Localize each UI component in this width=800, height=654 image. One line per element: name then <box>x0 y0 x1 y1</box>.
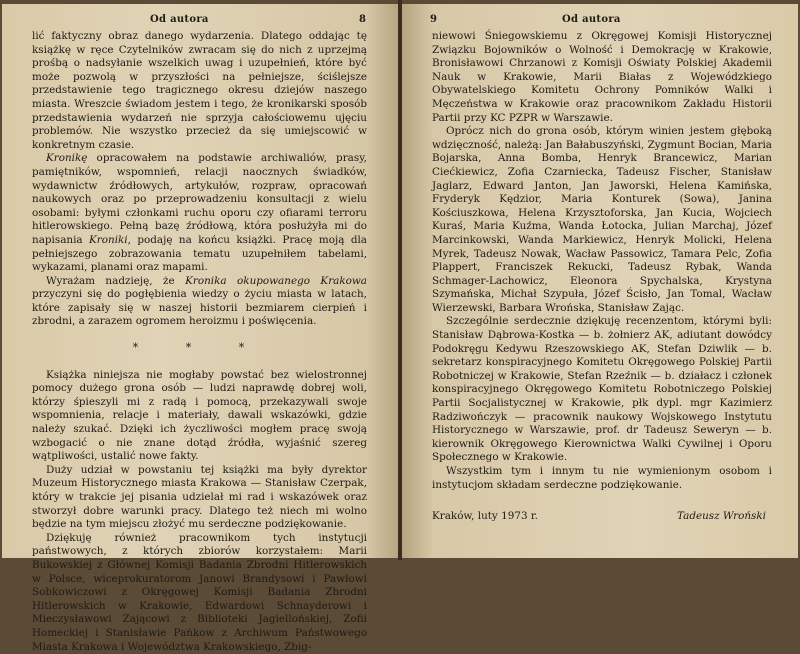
author-name: Tadeusz Wroński <box>677 510 766 523</box>
section-separator: * * * <box>132 341 267 355</box>
paragraph-text: opracowałem na podstawie archiwaliów, prasy, pamiętników, wspomnień, relacji naocznych świadków, wydawnictw źródłowych, artykułów, rozpraw, opracowań naukowych oraz po przeprowadzeniu konsultacji z wielu osobami: byłymi członkami ruchu oporu czy ofiarami terroru hitlerowskiego. Pełną bazę źródłową, która posłużyła mi do napisania <box>32 152 367 246</box>
paragraph: niewowi Śniegowskiemu z Okręgowej Komisji Historycznej Związku Bojowników o Wolność i Demokrację w Krakowie, Bronisławowi Chrzanowi z Komisji Oświaty Polskiej Akademii Nauk w Krakowie, Marii Białas z Wojewódzkiego Obywatelskiego Komitetu Ochrony Pomników Walki i Męczeństwa w Krakowie oraz pracownikom Zakładu Historii Partii przy KC PZPR w Warszawie. <box>432 30 772 124</box>
running-header-left: Od autora <box>150 14 209 25</box>
page-number-right: 9 <box>430 14 438 25</box>
left-page-body <box>32 30 367 654</box>
paragraph-text: Wyrażam nadzieję, że <box>46 274 186 287</box>
right-page-body <box>432 30 772 524</box>
running-header-right: Od autora <box>562 14 621 25</box>
signature-line <box>432 510 772 524</box>
place-date: Kraków, luty 1973 r. <box>432 510 538 523</box>
right-page <box>402 4 798 558</box>
paragraph <box>32 152 367 274</box>
paragraph: Książka niniejsza nie mogłaby powstać bez wielostronnej pomocy dużego grona osób — ludzi naprawdę dobrej woli, którzy śpieszyli mi z radą i pomocą, przekazywali swoje wspomnienia, relacje i materiały, dawali wskazówki, gdzie należy szukać. Dzięki ich życzliwości mogłem pracę swoją wzbogacić o nie znane dotąd źródła, wyjaśnić szereg wątpliwości, ustalić nowe fakty. <box>32 368 367 463</box>
left-page <box>2 4 398 653</box>
paragraph: Szczególnie serdecznie dziękuję recenzentom, którymi byli: Stanisław Dąbrowa-Kostka — b. żołnierz AK, adiutant dowódcy Podokręgu Kedywu Rzeszowskiego AK, Stefan Dziwlik — b. sekretarz konspiracyjnego Komitetu Okręgowego Polskiej Partii Robotniczej w Krakowie, Stefan Rzeźnik — b. działacz i członek konspiracyjnego Okręgowego Komitetu Robotniczego Polskiej Partii Socjalistycznej w Krakowie, płk dypl. mgr Kazimierz Radziwończyk — pracownik naukowy Wojskowego Instytutu Historycznego w Warszawie, prof. dr Tadeusz Seweryn — b. kierownik Okręgowego Kierownictwa Walki Cywilnej i Oporu Społecznego w Krakowie. <box>432 315 772 464</box>
paragraph-text: przyczyni się do pogłębienia wiedzy o życiu miasta w latach, które zapisały się w naszej historii bezmiarem cierpień i zbrodni, a zarazem ogromem heroizmu i poświęcenia. <box>32 288 367 328</box>
paragraph: Dziękuję również pracownikom tych instytucji państwowych, z których zbiorów korzystałem: Marii Bukowskiej z Głównej Komisji Badania Zbrodni Hitlerowskich w Polsce, wiceprokuratorom Janowi Brandysowi i Pawłowi Sobkowiczowi z Okręgowej Komisji Badania Zbrodni Hitlerowskich w Krakowie, Edwardowi Schnayderowi i Mieczysławowi Zającowi z Biblioteki Jagiellońskiej, Zofii Homeckiej i Stanisławie Pańkow z Archiwum Państwowego Miasta Krakowa i Województwa Krakowskiego, Zbig- <box>32 531 367 653</box>
italic-title: Kronikę <box>46 152 88 165</box>
page-number-left: 8 <box>359 14 367 25</box>
paragraph: lić faktyczny obraz danego wydarzenia. Dlatego oddając tę książkę w ręce Czytelników zwracam się do nich z uprzejmą prośbą o nadsyłanie wszelkich uwag i uzupełnień, które być może pozwolą w przyszłości na pełniejsze, ściślejsze przedstawienie tego tragicznego okresu dziejów naszego miasta. Wreszcie świadom jestem i tego, że kronikarski sposób przedstawienia wydarzeń nie sprzyja całościowemu ujęciu problemów. Nie wszystko przecież da się umiejscowić w konkretnym czasie. <box>32 30 367 151</box>
paragraph: Wszystkim tym i innym tu nie wymienionym osobom i instytucjom składam serdeczne podziękowanie. <box>432 465 772 491</box>
paragraph: Duży udział w powstaniu tej książki ma były dyrektor Muzeum Historycznego miasta Krakowa — Stanisław Czerpak, który w trakcie jej pisania udzielał mi rad i wskazówek oraz stworzył dobre warunki pracy. Dlatego też niech mi wolno będzie na tym miejscu złożyć mu serdeczne podziękowanie. <box>32 463 367 531</box>
italic-title: Kroniki <box>89 233 128 246</box>
paragraph: Oprócz nich do grona osób, którym winien jestem głęboką wdzięczność, należą: Jan Bałabuszyński, Zygmunt Bocian, Maria Bojarska, Anna Bomba, Henryk Brancewicz, Marian Ciećkiewicz, Zofia Czarniecka, Tadeusz Fischer, Stanisław Jaglarz, Edward Janton, Jan Jaworski, Helena Kamińska, Fryderyk Kędzior, Maria Konturek (Sowa), Janina Kościuszkowa, Helena Krzysztoforska, Jan Kucia, Wojciech Kuraś, Maria Kuźma, Wanda Łotocka, Julian Marchaj, Józef Marcinkowski, Wanda Markiewicz, Henryk Molicki, Helena Myrek, Tadeusz Nowak, Wacław Passowicz, Tamara Pelc, Zofia Plappert, Franciszek Rekucki, Tadeusz Rybak, Wanda Schmager-Lachowicz, Eleonora Spychalska, Krystyna Szymańska, Michał Szypuła, Józef Ścisło, Jan Tomal, Wacław Wierzewski, Barbara Wrońska, Stanisław Zając. <box>432 125 772 314</box>
paragraph <box>32 275 367 329</box>
italic-title: Kronika okupowanego Krakowa <box>185 274 368 287</box>
paragraph-text: , podaję na końcu książki. Pracę moją dla pełniejszego zobrazowania tematu uzupełniłem tabelami, wykazami, planami oraz mapami. <box>32 233 367 274</box>
